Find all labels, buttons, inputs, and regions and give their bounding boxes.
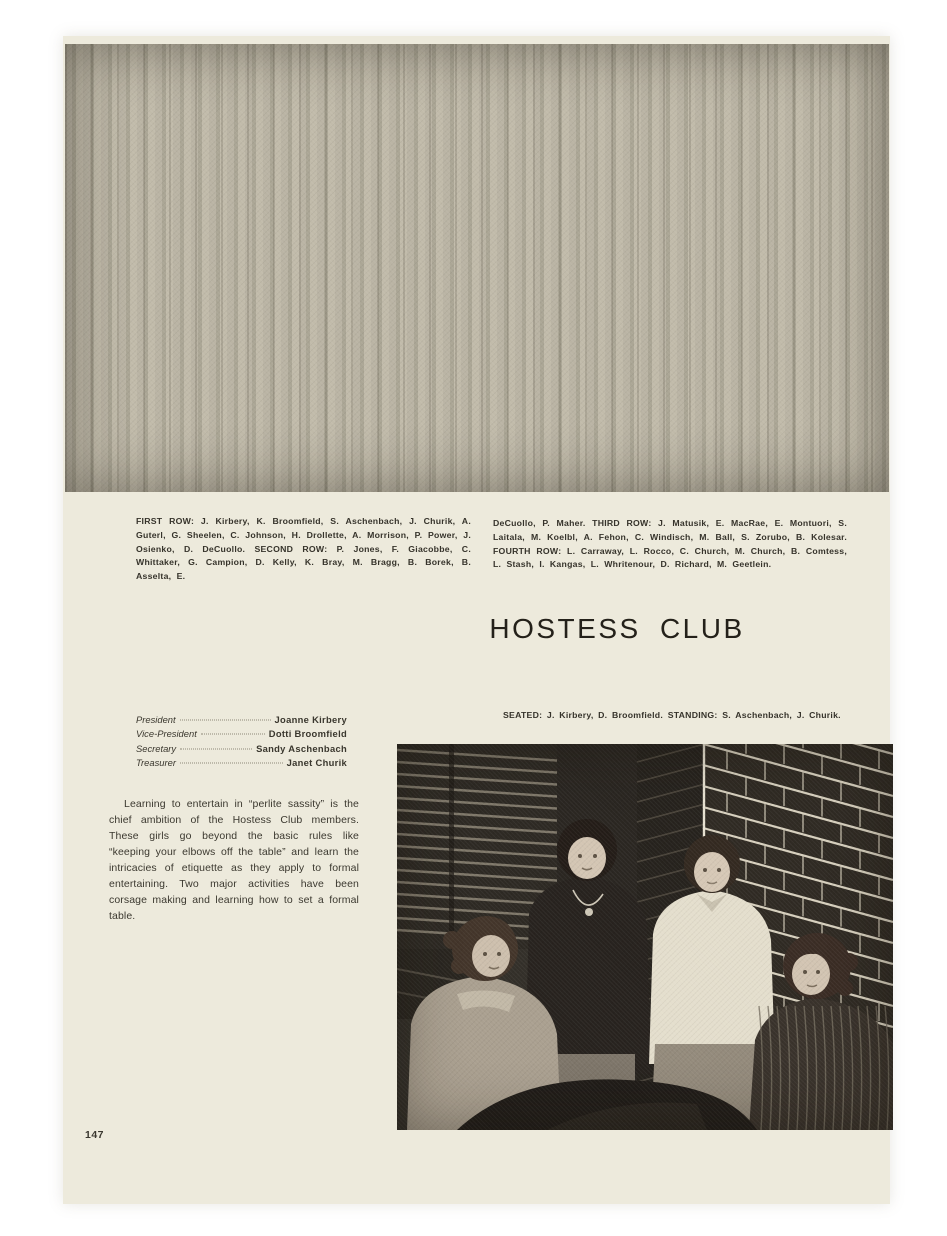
officer-name: Dotti Broomfield (268, 728, 347, 740)
dotted-leader (180, 748, 252, 749)
officer-row (136, 757, 347, 771)
officers-list (136, 714, 347, 772)
dotted-leader (201, 734, 265, 735)
page-number: 147 (85, 1129, 105, 1141)
club-description: Learning to entertain in “perlite sassity” is the chief ambition of the Hostess Club members. These girls go beyond the basic rules like “keeping your elbows off the table” and learn the intricacies of etiquette as they apply to formal entertaining. Two major activities have been corsage making and learning how to set a formal table. (109, 798, 359, 922)
dotted-leader (180, 763, 283, 764)
group-caption-right-column: DeCuollo, P. Maher. THIRD ROW: J. Matusik, E. MacRae, E. Montuori, S. Laitala, M. Koelbl, A. Fehon, C. Windisch, M. Ball, S. Zorubo, B. Kolesar. FOURTH ROW: L. Carraway, L. Rocco, C. Church, M. Church, B. Comtess, L. Stash, I. Kangas, L. Whritenour, D. Richard, M. Geetlein. (493, 518, 847, 570)
officer-row (136, 743, 347, 757)
group-caption-left-column: FIRST ROW: J. Kirbery, K. Broomfield, S. Aschenbach, J. Churik, A. Guterl, G. Sheelen, C. Johnson, H. Drollette, A. Morrison, P. Power, J. Osienko, D. DeCuollo. SECOND ROW: P. Jones, F. Giacobbe, C. Whittaker, G. Campion, D. Kelly, K. Bray, M. Bragg, B. Borek, B. Asselta, E. (136, 516, 471, 582)
officer-title: Secretary (136, 742, 177, 754)
officer-row (136, 728, 347, 742)
officer-title: Treasurer (136, 757, 176, 769)
officer-title: Vice-President (136, 728, 197, 740)
officer-name: Janet Churik (286, 757, 347, 769)
curtain-backdrop (65, 44, 889, 492)
officer-name: Joanne Kirbery (274, 714, 347, 725)
officer-name: Sandy Aschenbach (256, 742, 347, 754)
group-photo (65, 44, 889, 492)
officers-photo (397, 744, 893, 1130)
officers-photo-caption: SEATED: J. Kirbery, D. Broomfield. STANDING: S. Aschenbach, J. Churik. (503, 710, 841, 720)
officer-row (136, 714, 347, 728)
page-title: HOSTESS CLUB (489, 613, 745, 644)
officer-title: President (136, 714, 176, 725)
dotted-leader (180, 720, 271, 721)
officers-photo-illustration (397, 744, 893, 1130)
yearbook-page (63, 36, 890, 1204)
